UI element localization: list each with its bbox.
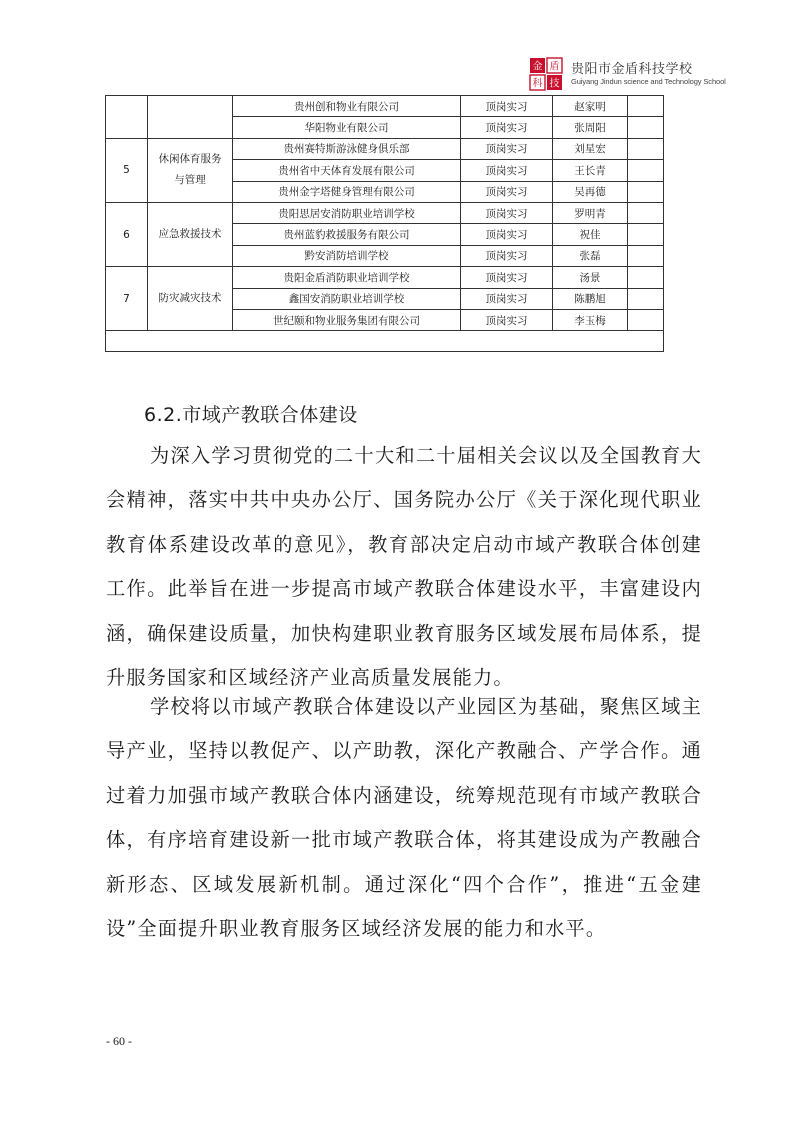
- major-cell: 应急救援技术: [148, 202, 233, 266]
- person-cell: 陈鹏旭: [553, 288, 628, 309]
- company-cell: 黔安消防培训学校: [233, 245, 461, 266]
- company-cell: 贵州创和物业有限公司: [233, 96, 461, 117]
- row-number-cell: 5: [106, 138, 148, 202]
- logo-char: 盾: [549, 61, 560, 73]
- logo-char: 金: [532, 61, 543, 73]
- company-cell: 贵州赛特斯游泳健身俱乐部: [233, 138, 461, 159]
- internship-type-cell: 顶岗实习: [461, 117, 553, 138]
- internship-type-cell: 顶岗实习: [461, 288, 553, 309]
- extra-cell: [628, 160, 664, 181]
- person-cell: 张周阳: [553, 117, 628, 138]
- person-cell: 李玉梅: [553, 309, 628, 330]
- paragraph-text: 为深入学习贯彻党的二十大和二十届相关会议以及全国教育大会精神，落实中共中央办公厅、国务院办公厅《关于深化现代职业教育体系建设改革的意见》，教育部决定启动市域产教联合体创建工作。此举旨在进一步提高市域产教联合体建设水平，丰富建设内涵，确保建设质量，加快构建职业教育服务区域发展布局体系，提升服务国家和区域经济产业高质量发展能力。: [106, 444, 702, 690]
- paragraph-text: 学校将以市域产教联合体建设以产业园区为基础，聚焦区域主导产业，坚持以教促产、以产助教，深化产教融合、产学合作。通过着力加强市域产教联合体内涵建设，统筹规范现有市域产教联合体，有序培育建设新一批市域产教联合体，将其建设成为产教融合新形态、区域发展新机制。通过深化“四个合作”，推进“五金建设”全面提升职业教育服务区域经济发展的能力和水平。: [106, 695, 702, 941]
- major-cell: [148, 96, 233, 139]
- extra-cell: [628, 267, 664, 288]
- company-cell: 贵州省中天体育发展有限公司: [233, 160, 461, 181]
- person-cell: 祝佳: [553, 224, 628, 245]
- page-number: - 60 -: [106, 1034, 132, 1048]
- table-blank-row: [106, 331, 664, 352]
- person-cell: 吴再德: [553, 181, 628, 202]
- company-cell: 贵州金字塔健身管理有限公司: [233, 181, 461, 202]
- school-name-en: Guiyang Jindun science and Technology School: [571, 77, 726, 86]
- company-cell: 贵州蓝豹救援服务有限公司: [233, 224, 461, 245]
- extra-cell: [628, 117, 664, 138]
- logo-char: 科: [532, 78, 543, 90]
- school-logo-icon: [529, 57, 563, 91]
- internship-type-cell: 顶岗实习: [461, 138, 553, 159]
- section-heading: 6.2.市域产教联合体建设: [144, 404, 358, 426]
- extra-cell: [628, 224, 664, 245]
- row-number-cell: [106, 96, 148, 139]
- company-cell: 贵阳金盾消防职业培训学校: [233, 267, 461, 288]
- paragraph: [106, 685, 702, 951]
- extra-cell: [628, 245, 664, 266]
- internship-table: [105, 95, 664, 352]
- internship-type-cell: 顶岗实习: [461, 202, 553, 223]
- school-name: 贵阳市金盾科技学校: [571, 62, 693, 77]
- company-cell: 贵阳思居安消防职业培训学校: [233, 202, 461, 223]
- internship-type-cell: 顶岗实习: [461, 160, 553, 181]
- table-row: [106, 267, 664, 288]
- row-number-cell: 7: [106, 267, 148, 331]
- internship-type-cell: 顶岗实习: [461, 181, 553, 202]
- company-cell: 鑫国安消防职业培训学校: [233, 288, 461, 309]
- table-row: [106, 96, 664, 117]
- internship-type-cell: 顶岗实习: [461, 245, 553, 266]
- logo-char: 技: [549, 78, 560, 90]
- extra-cell: [628, 181, 664, 202]
- major-cell: 休闲体育服务与管理: [148, 138, 233, 202]
- person-cell: 王长青: [553, 160, 628, 181]
- blank-cell: [106, 331, 664, 352]
- internship-type-cell: 顶岗实习: [461, 96, 553, 117]
- person-cell: 刘星宏: [553, 138, 628, 159]
- paragraph: [106, 434, 702, 700]
- person-cell: 赵家明: [553, 96, 628, 117]
- table-row: [106, 138, 664, 159]
- extra-cell: [628, 309, 664, 330]
- person-cell: 罗明青: [553, 202, 628, 223]
- extra-cell: [628, 96, 664, 117]
- extra-cell: [628, 202, 664, 223]
- person-cell: 张磊: [553, 245, 628, 266]
- internship-type-cell: 顶岗实习: [461, 309, 553, 330]
- major-cell: 防灾减灾技术: [148, 267, 233, 331]
- extra-cell: [628, 288, 664, 309]
- table-row: [106, 202, 664, 223]
- school-header: [529, 55, 726, 93]
- company-cell: 世纪颐和物业服务集团有限公司: [233, 309, 461, 330]
- internship-type-cell: 顶岗实习: [461, 224, 553, 245]
- company-cell: 华阳物业有限公司: [233, 117, 461, 138]
- internship-type-cell: 顶岗实习: [461, 267, 553, 288]
- row-number-cell: 6: [106, 202, 148, 266]
- person-cell: 汤景: [553, 267, 628, 288]
- extra-cell: [628, 138, 664, 159]
